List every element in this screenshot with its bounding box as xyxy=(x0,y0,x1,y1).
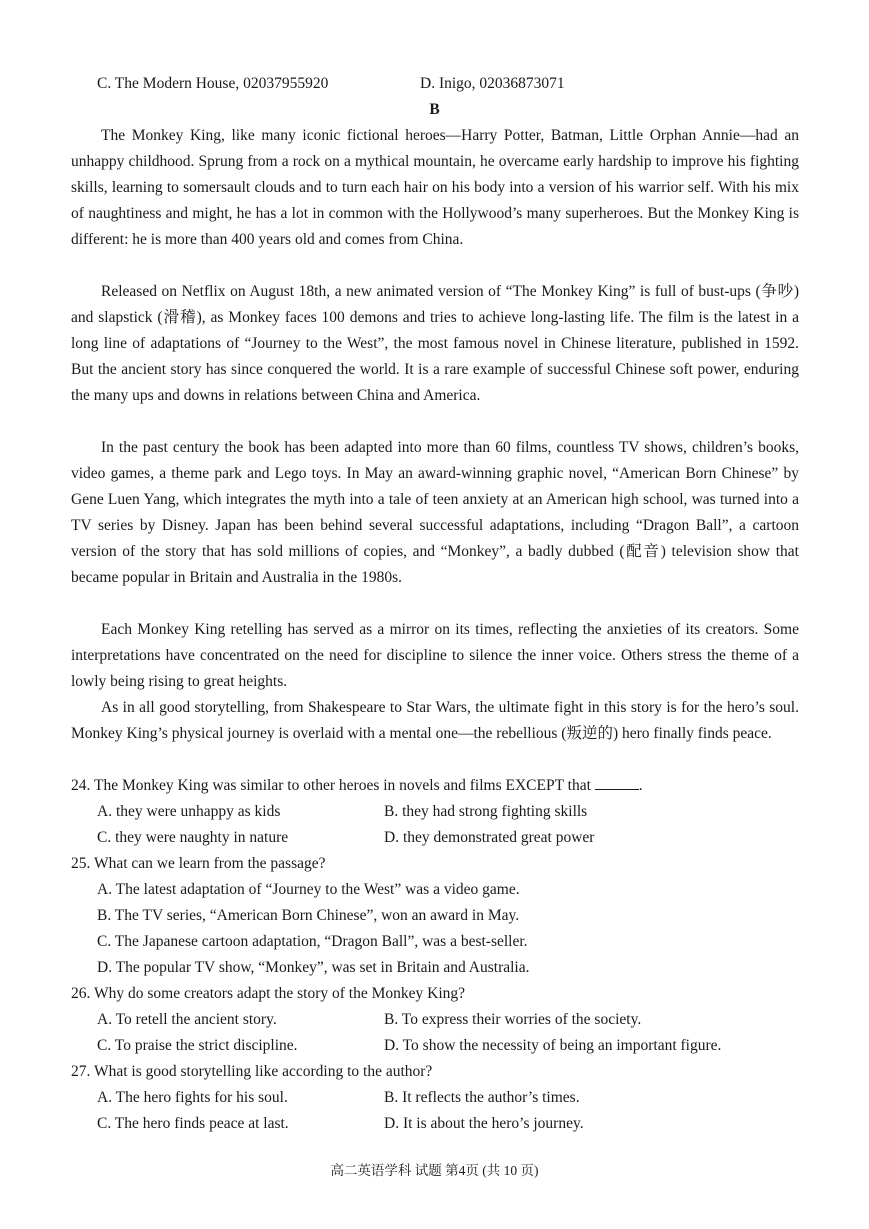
passage-paragraph-4: Each Monkey King retelling has served as a mirror on its times, reflecting the anxieties of its creators. Some interpretations have concentrated on the need for discipline to silence the inner voice. Others stress the theme of a lowly being rising to great heights. xyxy=(71,621,799,690)
page-footer: 高二英语学科 试题 第4页 (共 10 页) xyxy=(330,1163,539,1178)
option-c: C. The Modern House, 02037955920 xyxy=(97,75,329,92)
question-25-option-a-row xyxy=(0,877,869,903)
option-b[interactable]: B. To express their worries of the society. xyxy=(384,1011,642,1028)
question-stem-end: . xyxy=(638,777,643,794)
option-c[interactable]: C. they were naughty in nature xyxy=(97,829,289,846)
question-24-options-row-1 xyxy=(0,799,869,825)
question-25: 25. What can we learn from the passage? xyxy=(71,855,326,872)
option-d[interactable]: D. The popular TV show, “Monkey”, was set in Britain and Australia. xyxy=(97,959,530,976)
question-25-option-d-row xyxy=(0,955,869,981)
option-c[interactable]: C. To praise the strict discipline. xyxy=(97,1037,298,1054)
option-d[interactable]: D. It is about the hero’s journey. xyxy=(384,1115,584,1132)
answer-blank[interactable] xyxy=(595,775,639,790)
option-b[interactable]: B. The TV series, “American Born Chinese”, won an award in May. xyxy=(97,907,520,924)
option-c[interactable]: C. The Japanese cartoon adaptation, “Dragon Ball”, was a best-seller. xyxy=(97,933,528,950)
question-27-options-row-1 xyxy=(0,1085,869,1111)
question-26-options-row-1 xyxy=(0,1007,869,1033)
section-heading: B xyxy=(429,101,440,118)
question-25-option-c-row xyxy=(0,929,869,955)
option-a[interactable]: A. To retell the ancient story. xyxy=(97,1011,277,1028)
option-c[interactable]: C. The hero finds peace at last. xyxy=(97,1115,289,1132)
previous-question-options xyxy=(0,71,869,97)
question-24 xyxy=(71,773,643,799)
question-27-options-row-2 xyxy=(0,1111,869,1137)
passage-paragraph-1: The Monkey King, like many iconic fictional heroes—Harry Potter, Batman, Little Orphan Annie—had an unhappy childhood. Sprung from a rock on a mythical mountain, he overcame early hardship to improve his fighting skills, learning to somersault clouds and to turn each hair on his body into a version of his warrior self. With his mix of naughtiness and might, he has a lot in common with the Hollywood’s many superheroes. But the Monkey King is different: he is more than 400 years old and comes from China. xyxy=(71,127,799,248)
passage-paragraph-3: In the past century the book has been adapted into more than 60 films, countless TV shows, children’s books, video games, a theme park and Lego toys. In May an award-winning graphic novel, “American Born Chinese” by Gene Luen Yang, which integrates the myth into a tale of teen anxiety at an American high school, was turned into a TV series by Disney. Japan has been behind several successful adaptations, including “Dragon Ball”, a cartoon version of the story that has sold millions of copies, and “Monkey”, a badly dubbed (配音) television show that became popular in Britain and Australia in the 1980s. xyxy=(71,439,799,586)
question-26: 26. Why do some creators adapt the story of the Monkey King? xyxy=(71,985,466,1002)
option-b[interactable]: B. they had strong fighting skills xyxy=(384,803,588,820)
question-27: 27. What is good storytelling like according to the author? xyxy=(71,1063,433,1080)
option-a[interactable]: A. they were unhappy as kids xyxy=(97,803,281,820)
option-d: D. Inigo, 02036873071 xyxy=(420,75,565,92)
option-a[interactable]: A. The hero fights for his soul. xyxy=(97,1089,288,1106)
option-b[interactable]: B. It reflects the author’s times. xyxy=(384,1089,580,1106)
question-stem: 24. The Monkey King was similar to other heroes in novels and films EXCEPT that xyxy=(71,777,591,794)
question-25-option-b-row xyxy=(0,903,869,929)
question-24-options-row-2 xyxy=(0,825,869,851)
option-d[interactable]: D. they demonstrated great power xyxy=(384,829,595,846)
passage-paragraph-5: As in all good storytelling, from Shakespeare to Star Wars, the ultimate fight in this story is for the hero’s soul. Monkey King’s physical journey is overlaid with a mental one—the rebellious (叛逆的) hero finally finds peace. xyxy=(71,699,799,742)
passage-paragraph-2: Released on Netflix on August 18th, a new animated version of “The Monkey King” is full of bust-ups (争吵) and slapstick (滑稽), as Monkey faces 100 demons and tries to achieve long-lasting life. The film is the latest in a long line of adaptations of “Journey to the West”, the most famous novel in Chinese literature, published in 1592. But the ancient story has since conquered the world. It is a rare example of successful Chinese soft power, enduring the many ups and downs in relations between China and America. xyxy=(71,283,799,404)
option-d[interactable]: D. To show the necessity of being an important figure. xyxy=(384,1037,722,1054)
question-26-options-row-2 xyxy=(0,1033,869,1059)
option-a[interactable]: A. The latest adaptation of “Journey to the West” was a video game. xyxy=(97,881,520,898)
